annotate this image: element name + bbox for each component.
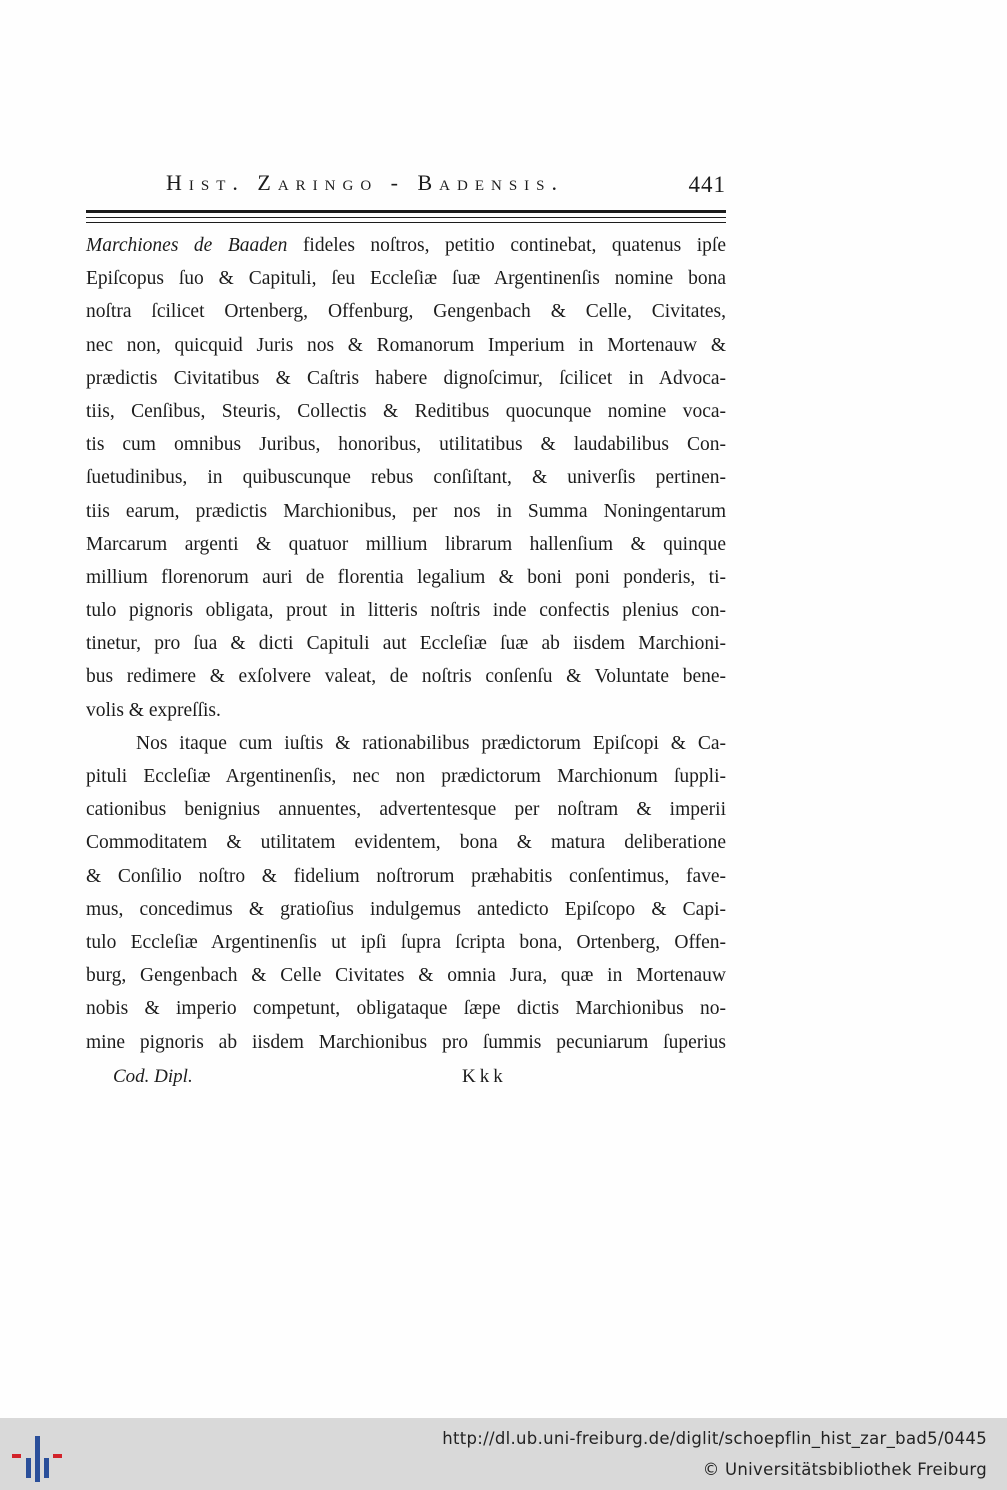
signature-mark: Kkk: [462, 1066, 507, 1087]
header-rule-thick: [86, 210, 726, 213]
text-line: Nos itaque cum iuſtis & rationabilibus prædictorum Epiſcopi & Ca-: [136, 732, 726, 754]
running-title: Hist. Zaringo - Badensis.: [166, 170, 564, 195]
text-line: millium florenorum auri de florentia legalium & boni poni ponderis, ti-: [86, 566, 726, 588]
text-line: & Conſilio noſtro & fidelium noſtrorum præhabitis conſentimus, fave-: [86, 865, 726, 887]
text-line: [86, 229, 726, 262]
header-rule-thin: [86, 217, 726, 218]
text-line: mine pignoris ab iisdem Marchionibus pro ſummis pecuniarum ſuperius: [86, 1031, 726, 1053]
source-note: Cod. Dipl.: [113, 1066, 193, 1087]
text-line: tis cum omnibus Juribus, honoribus, utilitatibus & laudabilibus Con-: [86, 434, 726, 456]
text-line: Commoditatem & utilitatem evidentem, bona & matura deliberatione: [86, 832, 726, 854]
text-line: cationibus benignius annuentes, advertentesque per noſtram & imperii: [86, 799, 726, 821]
text-line: tiis earum, prædictis Marchionibus, per nos in Summa Noningentarum: [86, 500, 726, 522]
text-line: pituli Eccleſiæ Argentinenſis, nec non prædictorum Marchionum ſuppli-: [86, 766, 726, 787]
permalink-url[interactable]: http://dl.ub.uni-freiburg.de/diglit/schoepflin_hist_zar_bad5/0445: [442, 1429, 987, 1448]
running-head: [86, 170, 726, 200]
text-line: Epiſcopus ſuo & Capituli, ſeu Eccleſiæ ſuæ Argentinenſis nomine bona: [86, 268, 726, 290]
paragraph-end-line: volis & expreſſis.: [86, 699, 221, 721]
text-line: mus, concedimus & gratioſius indulgemus antedicto Epiſcopo & Capi-: [86, 898, 726, 920]
ub-freiburg-logo-icon[interactable]: [12, 1432, 64, 1484]
italic-phrase: Marchiones de Baaden: [86, 235, 288, 256]
text-line: nec non, quicquid Juris nos & Romanorum Imperium in Mortenauw &: [86, 334, 726, 356]
copyright-notice: © Universitätsbibliothek Freiburg: [702, 1460, 987, 1479]
text-line: tulo pignoris obligata, prout in litteris noſtris inde confectis plenius con-: [86, 600, 726, 622]
text-line: tiis, Cenſibus, Steuris, Collectis & Reditibus quocunque nomine voca-: [86, 400, 726, 422]
page-footer-marks: [86, 1066, 726, 1096]
text-line: noſtra ſcilicet Ortenberg, Offenburg, Gengenbach & Celle, Civitates,: [86, 301, 726, 323]
text-fragment: fideles noſtros, petitio continebat, quatenus ipſe: [302, 235, 726, 256]
text-line: prædictis Civitatibus & Caſtris habere dignoſcimur, ſcilicet in Advoca-: [86, 367, 726, 389]
text-line: tinetur, pro ſua & dicti Capituli aut Eccleſiæ ſuæ ab iisdem Marchioni-: [86, 633, 726, 655]
text-line: burg, Gengenbach & Celle Civitates & omnia Jura, quæ in Mortenauw: [86, 965, 726, 987]
page-number: 441: [688, 172, 726, 197]
header-rule-thin-lower: [86, 222, 726, 223]
viewer-footer-bar: [0, 1418, 1007, 1490]
text-line: tulo Eccleſiæ Argentinenſis ut ipſi ſupra ſcripta bona, Ortenberg, Offen-: [86, 931, 726, 953]
body-text: [86, 229, 726, 1059]
text-line: bus redimere & exſolvere valeat, de noſtris conſenſu & Voluntate bene-: [86, 666, 726, 688]
text-line: ſuetudinibus, in quibuscunque rebus conſiſtant, & univerſis pertinen-: [86, 467, 726, 489]
text-line: nobis & imperio competunt, obligataque ſæpe dictis Marchionibus no-: [86, 998, 726, 1020]
text-line: Marcarum argenti & quatuor millium librarum hallenſium & quinque: [86, 533, 726, 555]
